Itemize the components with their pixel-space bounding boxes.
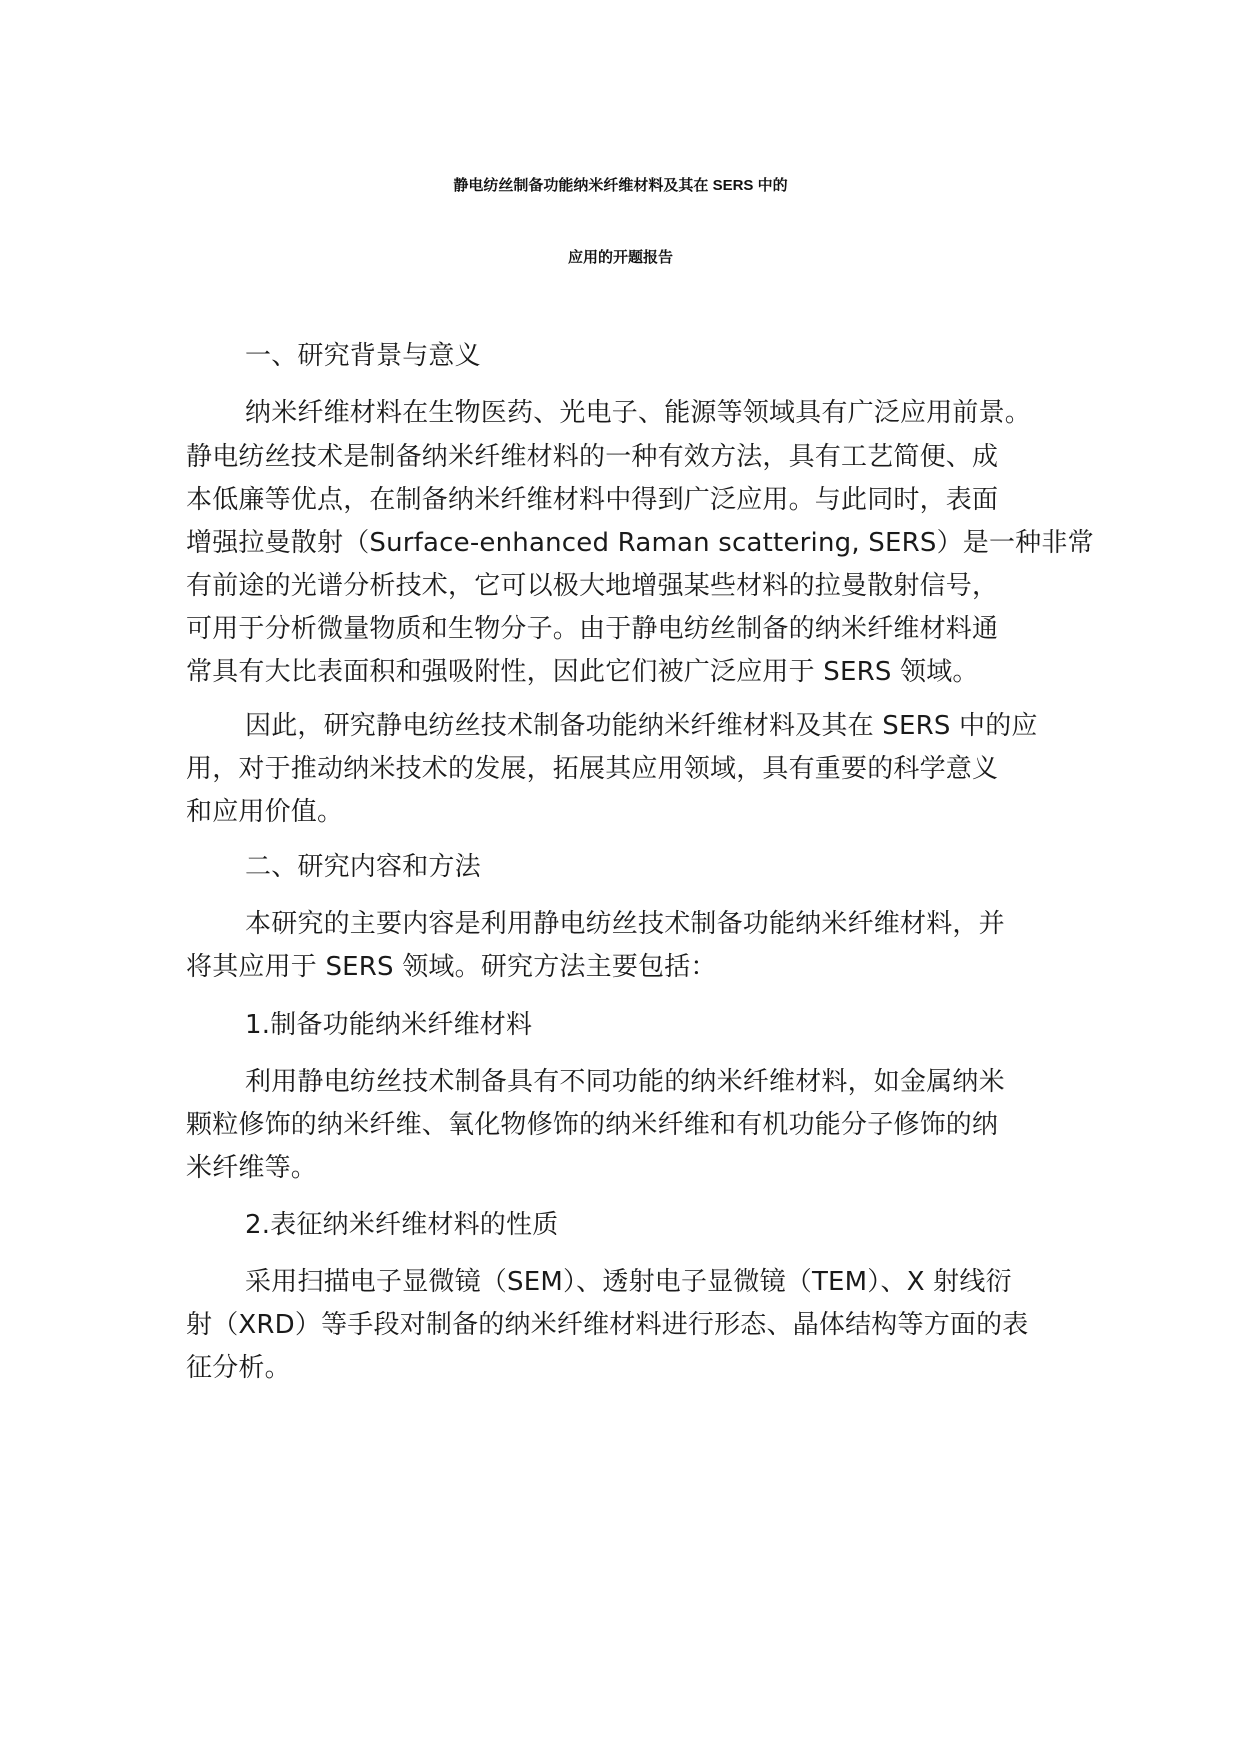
paragraph-line: 可用于分析微量物质和生物分子。由于静电纺丝制备的纳米纤维材料通 bbox=[186, 614, 999, 644]
paragraph-line: 纳米纤维材料在生物医药、光电子、能源等领域具有广泛应用前景。 bbox=[245, 398, 1032, 428]
paragraph-line: 常具有大比表面积和强吸附性，因此它们被广泛应用于 SERS 领域。 bbox=[186, 657, 979, 687]
paragraph-line: 有前途的光谱分析技术，它可以极大地增强某些材料的拉曼散射信号， bbox=[186, 571, 999, 601]
document-title-line-1: 静电纺丝制备功能纳米纤维材料及其在 SERS 中的 bbox=[453, 177, 788, 194]
paragraph-line: 利用静电纺丝技术制备具有不同功能的纳米纤维材料，如金属纳米 bbox=[245, 1067, 1005, 1097]
paragraph-line: 射（XRD）等手段对制备的纳米纤维材料进行形态、晶体结构等方面的表 bbox=[186, 1310, 1029, 1340]
section-heading-methods: 二、研究内容和方法 bbox=[245, 852, 481, 882]
subsection-heading-2: 2.表征纳米纤维材料的性质 bbox=[245, 1210, 559, 1240]
paragraph-line: 本研究的主要内容是利用静电纺丝技术制备功能纳米纤维材料，并 bbox=[245, 909, 1005, 939]
paragraph-line: 将其应用于 SERS 领域。研究方法主要包括： bbox=[186, 952, 717, 982]
paragraph-line: 静电纺丝技术是制备纳米纤维材料的一种有效方法，具有工艺简便、成 bbox=[186, 442, 999, 472]
subsection-heading-1: 1.制备功能纳米纤维材料 bbox=[245, 1010, 533, 1040]
document-title-line-2: 应用的开题报告 bbox=[567, 249, 673, 266]
paragraph-line: 米纤维等。 bbox=[186, 1153, 318, 1183]
paragraph-line: 增强拉曼散射（Surface-enhanced Raman scattering, SERS）是一种非常 bbox=[186, 528, 1094, 558]
paragraph-line: 采用扫描电子显微镜（SEM）、透射电子显微镜（TEM）、X 射线衍 bbox=[245, 1267, 1012, 1297]
section-heading-background: 一、研究背景与意义 bbox=[245, 341, 481, 371]
paragraph-line: 颗粒修饰的纳米纤维、氧化物修饰的纳米纤维和有机功能分子修饰的纳 bbox=[186, 1110, 999, 1140]
paragraph-line: 用，对于推动纳米技术的发展，拓展其应用领域，具有重要的科学意义 bbox=[186, 754, 999, 784]
paragraph-line: 征分析。 bbox=[186, 1353, 291, 1383]
paragraph-line: 因此，研究静电纺丝技术制备功能纳米纤维材料及其在 SERS 中的应 bbox=[245, 711, 1038, 741]
paragraph-line: 和应用价值。 bbox=[186, 797, 344, 827]
paragraph-line: 本低廉等优点，在制备纳米纤维材料中得到广泛应用。与此同时，表面 bbox=[186, 485, 999, 515]
